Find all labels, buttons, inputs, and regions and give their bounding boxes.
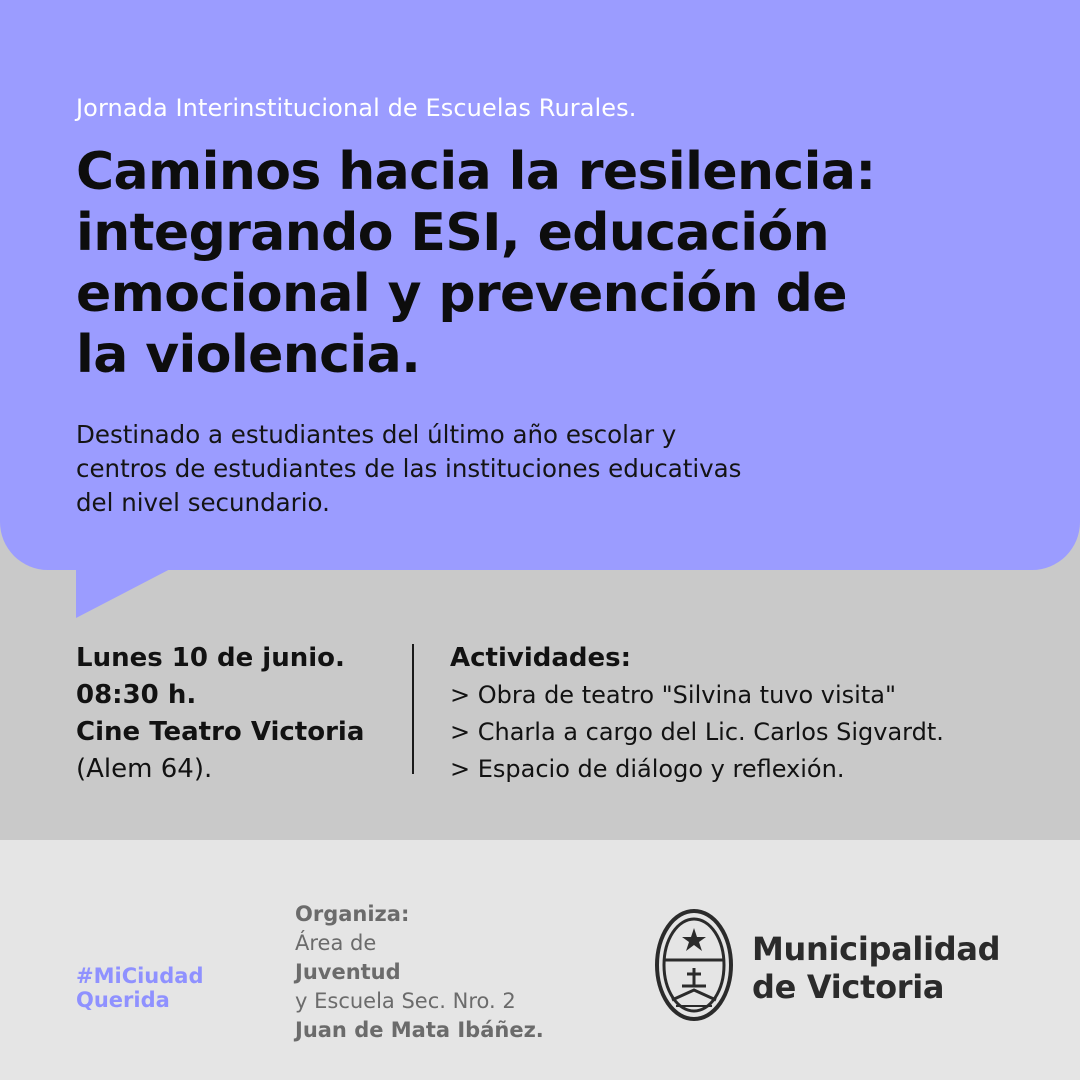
headline-line: Caminos hacia la resilencia:: [76, 142, 876, 202]
organizer-line: [295, 929, 544, 987]
organizer-line: y Escuela Sec. Nro. 2: [295, 989, 516, 1013]
municipality-line: de Victoria: [752, 968, 945, 1006]
event-kicker: Jornada Interinstitucional de Escuelas Rurales.: [76, 94, 637, 122]
event-details: [76, 640, 364, 788]
municipality-line: Municipalidad: [752, 930, 1001, 968]
audience-description: [76, 418, 976, 520]
event-address: (Alem 64).: [76, 754, 213, 784]
organizer-juventud: Juventud: [295, 960, 401, 984]
activity-item: > Obra de teatro "Silvina tuvo visita": [450, 681, 897, 709]
audience-line: Destinado a estudiantes del último año escolar y: [76, 420, 677, 449]
bubble-tail: [76, 566, 176, 618]
municipal-seal-icon: [654, 908, 734, 1022]
audience-line: del nivel secundario.: [76, 488, 330, 517]
event-time: 08:30 h.: [76, 680, 197, 710]
activities-title: Actividades:: [450, 643, 632, 673]
hashtag-line: #MiCiudad: [76, 964, 204, 988]
hashtag: [76, 964, 204, 1012]
organiza-label: Organiza:: [295, 902, 410, 926]
headline-line: la violencia.: [76, 325, 421, 385]
municipality-name: [752, 930, 1000, 1006]
headline-line: emocional y prevención de: [76, 264, 847, 324]
event-venue: Cine Teatro Victoria: [76, 717, 365, 747]
activity-item: > Espacio de diálogo y reflexión.: [450, 755, 845, 783]
vertical-divider: [412, 644, 414, 774]
organizer-prefix: Área de: [295, 931, 377, 955]
organizers: [295, 900, 544, 1045]
headline-line: integrando ESI, educación: [76, 203, 829, 263]
activities-list: [450, 640, 944, 788]
audience-line: centros de estudiantes de las instituciones educativas: [76, 454, 742, 483]
organizer-school: Juan de Mata Ibáñez.: [295, 1018, 544, 1042]
activity-item: > Charla a cargo del Lic. Carlos Sigvardt.: [450, 718, 944, 746]
event-date: Lunes 10 de junio.: [76, 643, 345, 673]
hashtag-line: Querida: [76, 988, 170, 1012]
headline: [76, 142, 1036, 386]
